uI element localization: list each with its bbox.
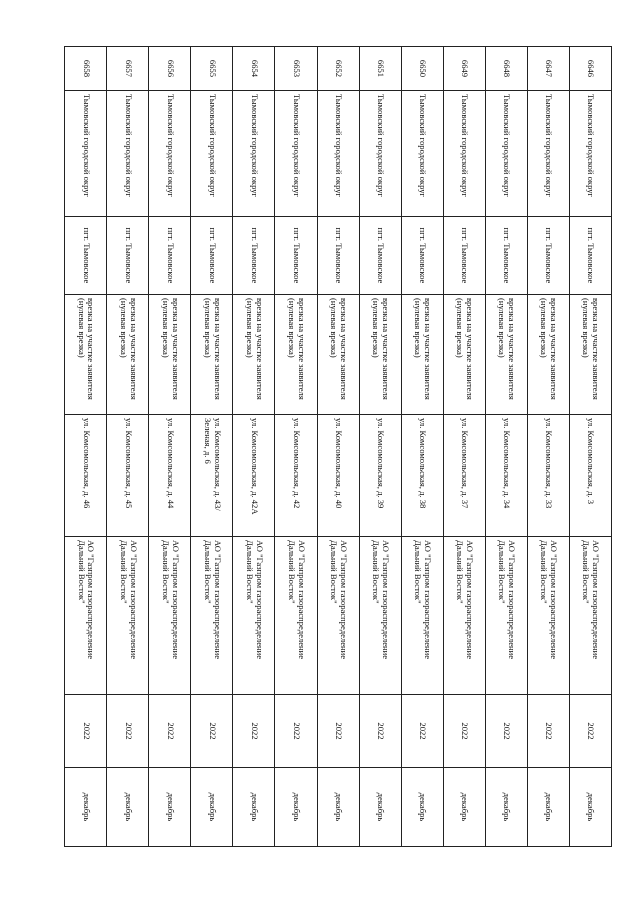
settlement-cell: пгт. Тымовское bbox=[485, 217, 527, 295]
district-cell: Тымовский городской округ bbox=[191, 91, 233, 217]
year-cell: 2022 bbox=[443, 695, 485, 768]
row-number: 6647 bbox=[527, 47, 569, 91]
settlement-cell: пгт. Тымовское bbox=[401, 217, 443, 295]
row-number: 6651 bbox=[359, 47, 401, 91]
table-row bbox=[107, 47, 149, 847]
work-type-cell: врезка на участке заявителя (нулевая врезка) bbox=[317, 295, 359, 415]
year-cell: 2022 bbox=[65, 695, 107, 768]
district-cell: Тымовский городской округ bbox=[527, 91, 569, 217]
settlement-cell: пгт. Тымовское bbox=[359, 217, 401, 295]
address-cell: ул. Комсомольская, д. 45 bbox=[107, 415, 149, 537]
row-number: 6655 bbox=[191, 47, 233, 91]
year-cell: 2022 bbox=[233, 695, 275, 768]
year-cell: 2022 bbox=[359, 695, 401, 768]
table-row bbox=[275, 47, 317, 847]
address-cell: ул. Комсомольская, д. 3 bbox=[569, 415, 611, 537]
month-cell: декабрь bbox=[107, 768, 149, 847]
table-body bbox=[65, 47, 612, 847]
row-number: 6649 bbox=[443, 47, 485, 91]
month-cell: декабрь bbox=[359, 768, 401, 847]
year-cell: 2022 bbox=[107, 695, 149, 768]
table-row bbox=[527, 47, 569, 847]
settlement-cell: пгт. Тымовское bbox=[65, 217, 107, 295]
district-cell: Тымовский городской округ bbox=[401, 91, 443, 217]
address-cell: ул. Комсомольская, д. 37 bbox=[443, 415, 485, 537]
row-number: 6657 bbox=[107, 47, 149, 91]
settlement-cell: пгт. Тымовское bbox=[443, 217, 485, 295]
settlement-cell: пгт. Тымовское bbox=[569, 217, 611, 295]
year-cell: 2022 bbox=[275, 695, 317, 768]
work-type-cell: врезка на участке заявителя (нулевая врезка) bbox=[569, 295, 611, 415]
month-cell: декабрь bbox=[401, 768, 443, 847]
address-cell: ул. Комсомольская, д. 38 bbox=[401, 415, 443, 537]
rotated-table-wrapper bbox=[64, 46, 612, 846]
table-row bbox=[359, 47, 401, 847]
table-row bbox=[233, 47, 275, 847]
row-number: 6656 bbox=[149, 47, 191, 91]
district-cell: Тымовский городской округ bbox=[275, 91, 317, 217]
table-row bbox=[443, 47, 485, 847]
work-type-cell: врезка на участке заявителя (нулевая врезка) bbox=[443, 295, 485, 415]
month-cell: декабрь bbox=[317, 768, 359, 847]
year-cell: 2022 bbox=[191, 695, 233, 768]
month-cell: декабрь bbox=[443, 768, 485, 847]
organization-cell: АО "Газпром газораспределение Дальний Восток" bbox=[317, 537, 359, 695]
year-cell: 2022 bbox=[527, 695, 569, 768]
row-number: 6653 bbox=[275, 47, 317, 91]
address-cell: ул. Комсомольская, д. 33 bbox=[527, 415, 569, 537]
row-number: 6652 bbox=[317, 47, 359, 91]
organization-cell: АО "Газпром газораспределение Дальний Восток" bbox=[569, 537, 611, 695]
row-number: 6650 bbox=[401, 47, 443, 91]
row-number: 6658 bbox=[65, 47, 107, 91]
work-type-cell: врезка на участке заявителя (нулевая врезка) bbox=[527, 295, 569, 415]
settlement-cell: пгт. Тымовское bbox=[275, 217, 317, 295]
work-type-cell: врезка на участке заявителя (нулевая врезка) bbox=[65, 295, 107, 415]
settlement-cell: пгт. Тымовское bbox=[233, 217, 275, 295]
table-row bbox=[569, 47, 611, 847]
organization-cell: АО "Газпром газораспределение Дальний Восток" bbox=[233, 537, 275, 695]
organization-cell: АО "Газпром газораспределение Дальний Восток" bbox=[275, 537, 317, 695]
year-cell: 2022 bbox=[149, 695, 191, 768]
organization-cell: АО "Газпром газораспределение Дальний Восток" bbox=[443, 537, 485, 695]
district-cell: Тымовский городской округ bbox=[233, 91, 275, 217]
table-row bbox=[317, 47, 359, 847]
address-cell: ул. Комсомольская, д. 39 bbox=[359, 415, 401, 537]
month-cell: декабрь bbox=[527, 768, 569, 847]
address-cell: ул. Комсомольская, д. 42 bbox=[275, 415, 317, 537]
work-type-cell: врезка на участке заявителя (нулевая врезка) bbox=[485, 295, 527, 415]
settlement-cell: пгт. Тымовское bbox=[527, 217, 569, 295]
gasification-table bbox=[64, 46, 612, 847]
address-cell: ул. Комсомольская, д. 46 bbox=[65, 415, 107, 537]
district-cell: Тымовский городской округ bbox=[443, 91, 485, 217]
year-cell: 2022 bbox=[401, 695, 443, 768]
organization-cell: АО "Газпром газораспределение Дальний Восток" bbox=[527, 537, 569, 695]
work-type-cell: врезка на участке заявителя (нулевая врезка) bbox=[401, 295, 443, 415]
district-cell: Тымовский городской округ bbox=[359, 91, 401, 217]
settlement-cell: пгт. Тымовское bbox=[191, 217, 233, 295]
table-row bbox=[401, 47, 443, 847]
row-number: 6654 bbox=[233, 47, 275, 91]
table-row bbox=[65, 47, 107, 847]
work-type-cell: врезка на участке заявителя (нулевая врезка) bbox=[107, 295, 149, 415]
address-cell: ул. Комсомольская, д. 44 bbox=[149, 415, 191, 537]
district-cell: Тымовский городской округ bbox=[107, 91, 149, 217]
work-type-cell: врезка на участке заявителя (нулевая врезка) bbox=[233, 295, 275, 415]
settlement-cell: пгт. Тымовское bbox=[107, 217, 149, 295]
district-cell: Тымовский городской округ bbox=[485, 91, 527, 217]
settlement-cell: пгт. Тымовское bbox=[149, 217, 191, 295]
row-number: 6646 bbox=[569, 47, 611, 91]
work-type-cell: врезка на участке заявителя (нулевая врезка) bbox=[191, 295, 233, 415]
settlement-cell: пгт. Тымовское bbox=[317, 217, 359, 295]
organization-cell: АО "Газпром газораспределение Дальний Восток" bbox=[359, 537, 401, 695]
district-cell: Тымовский городской округ bbox=[65, 91, 107, 217]
work-type-cell: врезка на участке заявителя (нулевая врезка) bbox=[359, 295, 401, 415]
month-cell: декабрь bbox=[65, 768, 107, 847]
address-cell: ул. Комсомольская, д. 42А bbox=[233, 415, 275, 537]
month-cell: декабрь bbox=[191, 768, 233, 847]
year-cell: 2022 bbox=[485, 695, 527, 768]
month-cell: декабрь bbox=[485, 768, 527, 847]
month-cell: декабрь bbox=[275, 768, 317, 847]
organization-cell: АО "Газпром газораспределение Дальний Восток" bbox=[149, 537, 191, 695]
district-cell: Тымовский городской округ bbox=[569, 91, 611, 217]
organization-cell: АО "Газпром газораспределение Дальний Восток" bbox=[485, 537, 527, 695]
district-cell: Тымовский городской округ bbox=[317, 91, 359, 217]
work-type-cell: врезка на участке заявителя (нулевая врезка) bbox=[149, 295, 191, 415]
month-cell: декабрь bbox=[149, 768, 191, 847]
month-cell: декабрь bbox=[569, 768, 611, 847]
table-row bbox=[149, 47, 191, 847]
year-cell: 2022 bbox=[569, 695, 611, 768]
address-cell: ул. Комсомольская, д. 43/Зеленая, д. 6 bbox=[191, 415, 233, 537]
address-cell: ул. Комсомольская, д. 40 bbox=[317, 415, 359, 537]
organization-cell: АО "Газпром газораспределение Дальний Восток" bbox=[107, 537, 149, 695]
year-cell: 2022 bbox=[317, 695, 359, 768]
organization-cell: АО "Газпром газораспределение Дальний Восток" bbox=[65, 537, 107, 695]
table-row bbox=[191, 47, 233, 847]
work-type-cell: врезка на участке заявителя (нулевая врезка) bbox=[275, 295, 317, 415]
organization-cell: АО "Газпром газораспределение Дальний Восток" bbox=[401, 537, 443, 695]
organization-cell: АО "Газпром газораспределение Дальний Восток" bbox=[191, 537, 233, 695]
month-cell: декабрь bbox=[233, 768, 275, 847]
address-cell: ул. Комсомольская, д. 34 bbox=[485, 415, 527, 537]
district-cell: Тымовский городской округ bbox=[149, 91, 191, 217]
table-row bbox=[485, 47, 527, 847]
row-number: 6648 bbox=[485, 47, 527, 91]
